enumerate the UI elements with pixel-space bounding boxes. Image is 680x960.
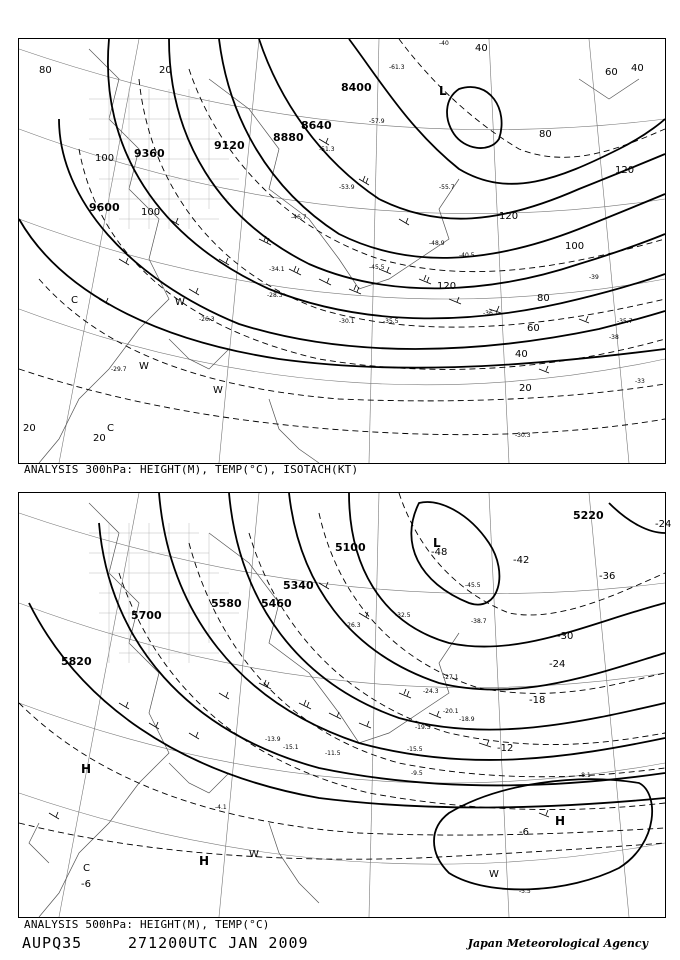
high-center: H: [81, 762, 92, 776]
high-center: H: [199, 854, 210, 868]
valid-time: 271200UTC JAN 2009: [128, 934, 309, 952]
temperature-label: -45.5: [369, 264, 385, 271]
temperature-label: -18.9: [459, 716, 475, 723]
isotach-label: 120: [437, 281, 457, 292]
height-label: 9120: [214, 139, 245, 152]
temperature-label: -9.5: [411, 770, 423, 777]
temperature-label: -48: [431, 547, 448, 558]
height-label: 9600: [89, 201, 120, 214]
temperature-label: -8.1: [579, 772, 591, 779]
temperature-label: -24: [655, 519, 672, 530]
temperature-label: -30.3: [515, 432, 531, 439]
cold-center: C: [107, 423, 114, 434]
isotach-label: 80: [537, 293, 550, 304]
isotach-label: 20: [93, 433, 106, 444]
cold-center: C: [83, 863, 90, 874]
temperature-label: -57.9: [369, 118, 385, 125]
height-label: 5700: [131, 609, 162, 622]
temperature-label: -26.3: [345, 622, 361, 629]
temperature-label: -46.7: [291, 214, 307, 221]
temperature-label: -11.5: [325, 750, 341, 757]
high-center: H: [555, 814, 566, 828]
temperature-label: -12: [497, 743, 514, 754]
height-label: 9360: [134, 147, 165, 160]
temperature-label: -39: [589, 274, 599, 281]
isotach-label: 60: [605, 67, 618, 78]
panel-300-caption: ANALYSIS 300hPa: HEIGHT(M), TEMP(°C), ISOTACH(KT): [24, 463, 359, 476]
isotach-label: 20: [159, 65, 172, 76]
temperature-label: -42: [513, 555, 530, 566]
temperature-label: -32.5: [395, 612, 411, 619]
temperature-label: -29.7: [111, 366, 127, 373]
temperature-label: -36: [599, 571, 616, 582]
wind-barbs: [99, 138, 589, 373]
low-center: L: [439, 84, 447, 98]
height-label: 8880: [273, 131, 304, 144]
temperature-label: -30: [557, 631, 574, 642]
warm-center: W: [249, 849, 259, 860]
temperature-label: -20.1: [443, 708, 459, 715]
terrain-hatch: [89, 523, 239, 663]
height-label: 5820: [61, 655, 92, 668]
pressure-centers: [81, 536, 565, 880]
warm-center: W: [213, 385, 223, 396]
chart-id: AUPQ35: [22, 934, 83, 952]
height-label: 5580: [211, 597, 242, 610]
temperature-label: -45.5: [465, 582, 481, 589]
temperature-label: -51.3: [319, 146, 335, 153]
temperature-label: -5.5: [519, 888, 531, 895]
temperature-label: -55.7: [439, 184, 455, 191]
temperature-label: -35.5: [383, 318, 399, 325]
temperature-label: -18: [529, 695, 546, 706]
isotach-label: 40: [475, 43, 488, 54]
temperature-label: -38: [609, 334, 619, 341]
temperature-label: -4.1: [215, 804, 227, 811]
isotach-label: 60: [527, 323, 540, 334]
isotach-label: 100: [565, 241, 585, 252]
temperature-label: -13.9: [265, 736, 281, 743]
temperature-label: -53.9: [339, 184, 355, 191]
warm-center: W: [489, 869, 499, 880]
map-300hpa-canvas: [19, 39, 665, 463]
isotach-label: 80: [39, 65, 52, 76]
panel-500-caption: ANALYSIS 500hPa: HEIGHT(M), TEMP(°C): [24, 918, 270, 931]
cold-center: C: [71, 295, 78, 306]
height-label: 5100: [335, 541, 366, 554]
isotach-label: 120: [615, 165, 635, 176]
agency-credit: Japan Meteorological Agency: [467, 937, 648, 950]
isotach-label: 80: [539, 129, 552, 140]
map-500hpa-canvas: [19, 493, 672, 917]
temperature-label: -61.3: [389, 64, 405, 71]
temperature-label: -38.7: [471, 618, 487, 625]
temperature-label: -30.1: [339, 318, 355, 325]
temperature-label: -24: [549, 659, 566, 670]
height-label: 5220: [573, 509, 604, 522]
temperature-label: -15.1: [283, 744, 299, 751]
temperature-label: -24.3: [423, 688, 439, 695]
temperature-label: -28.3: [267, 292, 283, 299]
height-label: 5340: [283, 579, 314, 592]
isotach-label: 40: [515, 349, 528, 360]
warm-center: W: [139, 361, 149, 372]
temperature-label: -36.1: [483, 310, 499, 317]
temperature-label: -6: [519, 827, 529, 838]
low-center: L: [433, 536, 441, 550]
height-label: 8640: [301, 119, 332, 132]
isotach-contours: [19, 39, 665, 435]
temperature-label: -15.5: [407, 746, 423, 753]
temperature-label: -6: [81, 879, 91, 890]
height-label: 5460: [261, 597, 292, 610]
isotach-label: 100: [141, 207, 161, 218]
isotach-label: 20: [23, 423, 36, 434]
temperature-labels: [81, 519, 671, 895]
temperature-label: -27.1: [443, 674, 459, 681]
temperature-label: -40.5: [459, 252, 475, 259]
isotach-label: 120: [499, 211, 519, 222]
temperature-label: -40: [439, 40, 449, 47]
graticule: [19, 493, 665, 917]
isotach-label: 20: [519, 383, 532, 394]
height-label: 8400: [341, 81, 372, 94]
temperature-label: -35.7: [617, 318, 633, 325]
temperature-label: -26.3: [199, 316, 215, 323]
warm-center: W: [175, 297, 185, 308]
temperature-label: -34.1: [269, 266, 285, 273]
temperature-label: -33: [635, 378, 645, 385]
isotach-label: 100: [95, 153, 115, 164]
map-panel-500hpa: [18, 492, 672, 918]
temperature-label: -48.9: [429, 240, 445, 247]
isotach-label: 40: [631, 63, 644, 74]
map-panel-300hpa: [18, 38, 666, 464]
temperature-label: -19.3: [415, 724, 431, 731]
